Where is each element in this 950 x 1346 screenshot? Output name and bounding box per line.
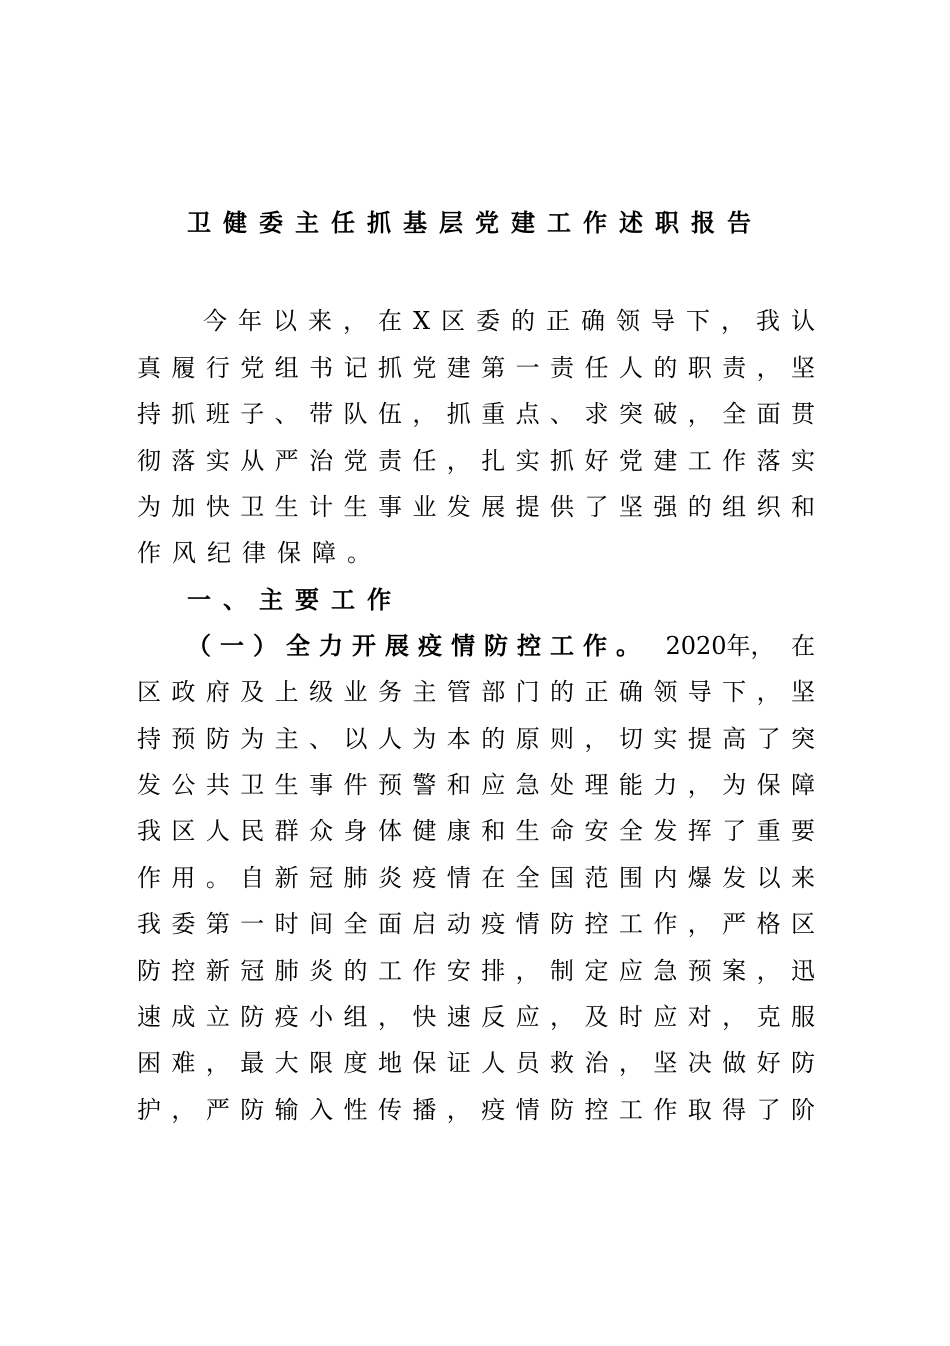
body-line: 持预防为主、以人为本的原则，切实提高了突 (137, 725, 815, 753)
intro-line: 作风纪律保障。 (137, 539, 382, 567)
subsection-first-line (187, 628, 815, 664)
body-line: 防控新冠肺炎的工作安排，制定应急预案，迅 (137, 957, 815, 985)
body-line: 发公共卫生事件预警和应急处理能力，为保障 (137, 771, 815, 799)
intro-line: 真履行党组书记抓党建第一责任人的职责，坚 (137, 354, 815, 382)
body-line: 速成立防疫小组，快速反应，及时应对，克服 (137, 1003, 815, 1031)
body-line: 困难，最大限度地保证人员救治，坚决做好防 (137, 1049, 815, 1077)
intro-line: 今年以来，在X区委的正确领导下，我认 (203, 307, 815, 335)
document-title: 卫健委主任抓基层党建工作述职报告 (187, 208, 763, 237)
section-heading: 一、主要工作 (187, 585, 403, 614)
body-line: 作用。自新冠肺炎疫情在全国范围内爆发以来 (137, 864, 815, 892)
body-line: 我委第一时间全面启动疫情防控工作，严格区 (137, 910, 815, 938)
intro-line: 彻落实从严治党责任，扎实抓好党建工作落实 (137, 447, 815, 475)
body-line: 护，严防输入性传播，疫情防控工作取得了阶 (137, 1096, 815, 1124)
body-line: 区政府及上级业务主管部门的正确领导下，坚 (137, 678, 815, 706)
intro-line: 持抓班子、带队伍，抓重点、求突破，全面贯 (137, 400, 815, 428)
intro-line: 为加快卫生计生事业发展提供了坚强的组织和 (137, 493, 815, 521)
subsection-lead-end: 在 (790, 632, 815, 660)
subsection-lead: 2020年， (665, 632, 775, 660)
subsection-title: （一）全力开展疫情防控工作。 (187, 631, 649, 660)
body-line: 我区人民群众身体健康和生命安全发挥了重要 (137, 817, 815, 845)
